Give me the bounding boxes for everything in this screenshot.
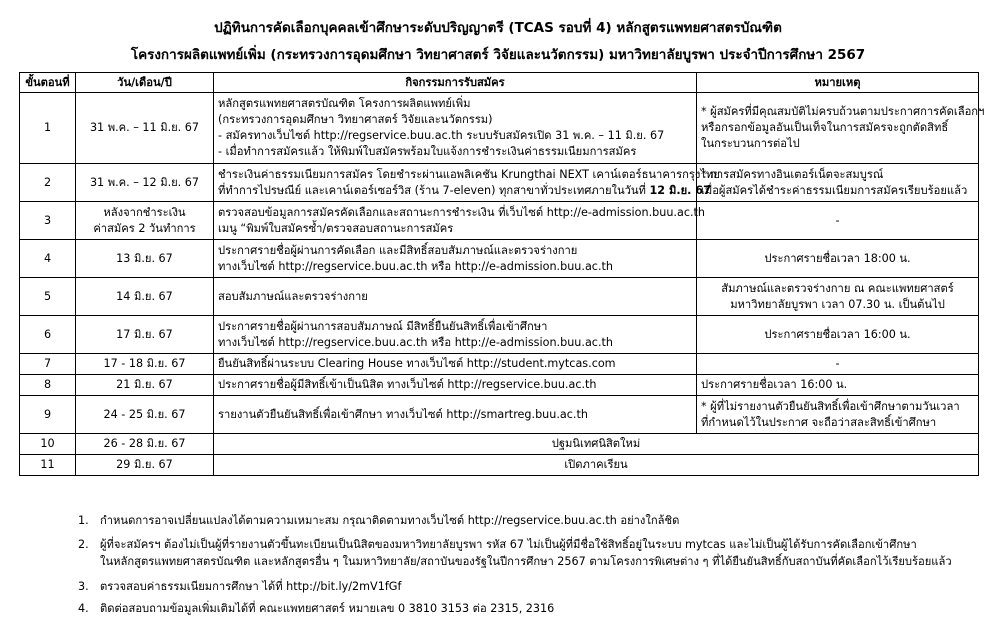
remark-line: มหาวิทยาลัยบูรพา เวลา 07.30 น. เป็นต้นไป (730, 297, 945, 311)
date-cell (76, 202, 214, 240)
table-row (20, 93, 979, 164)
activity-line: ประกาศรายชื่อผู้ผ่านการคัดเลือก และมีสิทธิ์สอบสัมภาษณ์และตรวจร่างกาย (218, 243, 578, 257)
table-row (20, 354, 979, 375)
note-text: ตรวจสอบค่าธรรมเนียมการศึกษา ได้ที่ http://bit.ly/2mV1fGf (100, 580, 402, 593)
activity-cell: รายงานตัวยืนยันสิทธิ์เพื่อเข้าศึกษา ทางเว็บไซต์ http://smartreg.buu.ac.th (214, 396, 697, 434)
table-row (20, 316, 979, 354)
remark-cell: ประกาศรายชื่อเวลา 16:00 น. (697, 316, 979, 354)
step-cell: 2 (20, 164, 76, 202)
step-cell: 3 (20, 202, 76, 240)
deadline-date: 12 มิ.ย. 67 (649, 183, 711, 197)
table-row (20, 375, 979, 396)
date-cell: 26 - 28 มิ.ย. 67 (76, 434, 214, 455)
note-number: 4. (78, 602, 89, 615)
activity-line: - สมัครทางเว็บไซต์ http://regservice.buu.ac.th ระบบรับสมัครเปิด 31 พ.ค. – 11 มิ.ย. 67 (218, 129, 665, 142)
table-row (20, 396, 979, 434)
step-cell: 8 (20, 375, 76, 396)
remark-line: ที่กำหนดไว้ในประกาศ จะถือว่าสละสิทธิ์เข้าศึกษา (701, 415, 937, 429)
date-cell: 14 มิ.ย. 67 (76, 278, 214, 316)
note-text: ผู้ที่จะสมัครฯ ต้องไม่เป็นผู้ที่รายงานตัวขึ้นทะเบียนเป็นนิสิตของมหาวิทยาลัยบูรพา รหัส 67 ไม่เป็นผู้ที่มีชื่อใช้สิทธิ์อยู่ในระบบ mytcas และไม่เป็นผู้ได้รับการคัดเลือกเข้าศึกษา (100, 538, 917, 551)
remark-line: * การสมัครทางอินเตอร์เน็ตจะสมบูรณ์ (701, 167, 884, 181)
table-row (20, 434, 979, 455)
note-item (78, 600, 554, 617)
note-text: ติดต่อสอบถามข้อมูลเพิ่มเติมได้ที่ คณะแพทยศาสตร์ หมายเลข 0 3810 3153 ต่อ 2315, 2316 (100, 602, 555, 615)
header-activity: กิจกรรมการรับสมัคร (214, 73, 697, 93)
date-cell: 17 มิ.ย. 67 (76, 316, 214, 354)
step-cell: 5 (20, 278, 76, 316)
activity-cell (214, 164, 720, 202)
header-remark: หมายเหตุ (697, 73, 979, 93)
activity-cell (214, 240, 697, 278)
remark-cell: ประกาศรายชื่อเวลา 18:00 น. (697, 240, 979, 278)
remark-line: * ผู้ที่ไม่รายงานตัวยืนยันสิทธิ์เพื่อเข้าศึกษาตามวันเวลา (701, 399, 960, 413)
table-row (20, 455, 979, 476)
remark-cell (697, 396, 979, 434)
activity-line: ตรวจสอบข้อมูลการสมัครคัดเลือกและสถานะการชำระเงิน ที่เว็บไซต์ http://e-admission.buu.ac.th (218, 205, 706, 219)
remark-line: เมื่อผู้สมัครได้ชำระค่าธรรมเนียมการสมัครเรียบร้อยแล้ว (701, 183, 968, 197)
note-number: 2. (78, 538, 89, 551)
remark-cell: - (697, 202, 979, 240)
activity-cell (214, 202, 706, 240)
activity-line: ทางเว็บไซต์ http://regservice.buu.ac.th หรือ http://e-admission.buu.ac.th (218, 335, 613, 349)
activity-cell: ยืนยันสิทธิ์ผ่านระบบ Clearing House ทางเว็บไซต์ http://student.mytcas.com (214, 354, 697, 375)
remark-line: สัมภาษณ์และตรวจร่างกาย ณ คณะแพทยศาสตร์ (721, 281, 954, 295)
remark-cell (697, 278, 979, 316)
date-cell: 31 พ.ค. – 12 มิ.ย. 67 (76, 164, 214, 202)
activity-line: หลักสูตรแพทยศาสตรบัณฑิต โครงการผลิตแพทย์เพิ่ม (218, 97, 471, 110)
activity-line: - เมื่อทำการสมัครแล้ว ให้พิมพ์ใบสมัครพร้อมใบแจ้งการชำระเงินค่าธรรมเนียมการสมัคร (218, 145, 637, 158)
note-number: 3. (78, 580, 89, 593)
remark-cell: - (697, 354, 979, 375)
step-cell: 1 (20, 93, 76, 164)
remark-line: หรือกรอกข้อมูลอันเป็นเท็จในการสมัครจะถูกตัดสิทธิ์ (701, 121, 949, 134)
remark-cell (697, 93, 985, 164)
step-cell: 4 (20, 240, 76, 278)
step-cell: 6 (20, 316, 76, 354)
activity-line: เมนู “พิมพ์ใบสมัครซ้ำ/ตรวจสอบสถานะการสมัคร (218, 221, 454, 235)
note-item (78, 536, 952, 570)
document-title-line2: โครงการผลิตแพทย์เพิ่ม (กระทรวงการอุดมศึกษา วิทยาศาสตร์ วิจัยและนวัตกรรม) มหาวิทยาลัยบูรพา ประจำปีการศึกษา 2567 (130, 47, 866, 63)
activity-line: (กระทรวงการอุดมศึกษา วิทยาศาสตร์ วิจัยและนวัตกรรม) (218, 113, 493, 126)
activity-cell (214, 93, 697, 164)
step-cell: 7 (20, 354, 76, 375)
activity-cell (214, 316, 697, 354)
date-cell: 21 มิ.ย. 67 (76, 375, 214, 396)
date-cell: 31 พ.ค. – 11 มิ.ย. 67 (76, 93, 214, 164)
merged-activity-cell: ปฐมนิเทศนิสิตใหม่ (214, 434, 979, 455)
activity-line: ประกาศรายชื่อผู้ผ่านการสอบสัมภาษณ์ มีสิทธิ์ยืนยันสิทธิ์เพื่อเข้าศึกษา (218, 319, 548, 333)
table-row (20, 278, 979, 316)
table-row (20, 240, 979, 278)
table-row (20, 164, 979, 202)
date-cell: 24 - 25 มิ.ย. 67 (76, 396, 214, 434)
remark-line: ในกระบวนการต่อไป (701, 137, 800, 150)
activity-cell: สอบสัมภาษณ์และตรวจร่างกาย (214, 278, 697, 316)
activity-cell: ประกาศรายชื่อผู้มีสิทธิ์เข้าเป็นนิสิต ทางเว็บไซต์ http://regservice.buu.ac.th (214, 375, 697, 396)
date-cell: 17 - 18 มิ.ย. 67 (76, 354, 214, 375)
activity-line (218, 183, 711, 199)
remark-cell: ประกาศรายชื่อเวลา 16:00 น. (697, 375, 979, 396)
date-cell: 29 มิ.ย. 67 (76, 455, 214, 476)
remark-cell (697, 164, 979, 202)
note-item (78, 578, 401, 595)
step-cell: 9 (20, 396, 76, 434)
date-line: ค่าสมัคร 2 วันทำการ (93, 221, 196, 235)
activity-line: ทางเว็บไซต์ http://regservice.buu.ac.th หรือ http://e-admission.buu.ac.th (218, 259, 613, 273)
schedule-table (19, 72, 985, 476)
note-text: กำหนดการอาจเปลี่ยนแปลงได้ตามความเหมาะสม กรุณาติดตามทางเว็บไซต์ http://regservice.buu.ac.th อย่างใกล้ชิด (100, 514, 680, 527)
note-item (78, 512, 679, 529)
table-row (20, 202, 979, 240)
table-header-row (20, 73, 979, 93)
step-cell: 11 (20, 455, 76, 476)
step-cell: 10 (20, 434, 76, 455)
header-date: วัน/เดือน/ปี (76, 73, 214, 93)
document-title-line1: ปฏิทินการคัดเลือกบุคคลเข้าศึกษาระดับปริญญาตรี (TCAS รอบที่ 4) หลักสูตรแพทยศาสตรบัณฑิต (214, 20, 782, 36)
date-line: หลังจากชำระเงิน (103, 205, 186, 219)
date-cell: 13 มิ.ย. 67 (76, 240, 214, 278)
note-number: 1. (78, 514, 89, 527)
activity-text: ที่ทำการไปรษณีย์ และเคาน์เตอร์เซอร์วิส (ร้าน 7-eleven) ทุกสาขาทั่วประเทศภายในวันที่ (218, 183, 650, 197)
merged-activity-cell: เปิดภาคเรียน (214, 455, 979, 476)
note-text: ในหลักสูตรแพทยศาสตรบัณฑิต และหลักสูตรอื่น ๆ ในมหาวิทยาลัย/สถาบันของรัฐในปีการศึกษา 2567 ตามโครงการพิเศษต่าง ๆ ที่ได้ยืนยันสิทธิ์กับสถาบันที่คัดเลือกไว้เรียบร้อยแล้ว (100, 555, 952, 568)
header-step: ขั้นตอนที่ (20, 73, 76, 93)
activity-line: ชำระเงินค่าธรรมเนียมการสมัคร โดยชำระผ่านแอพลิเคชัน Krungthai NEXT เคาน์เตอร์ธนาคารกรุงไทย (218, 167, 720, 181)
remark-line: * ผู้สมัครที่มีคุณสมบัติไม่ครบถ้วนตามประกาศการคัดเลือกฯ (701, 105, 985, 118)
